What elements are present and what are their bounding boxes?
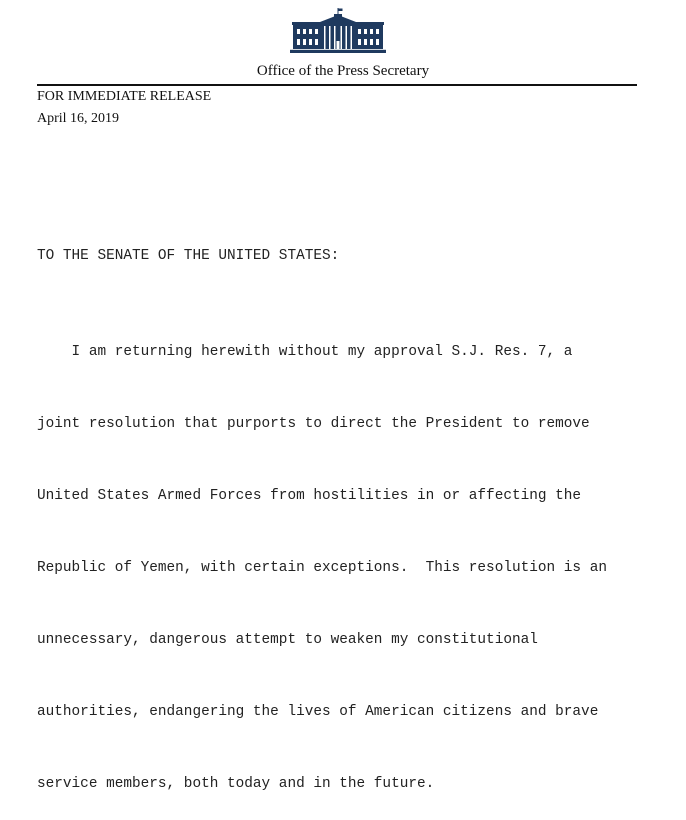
office-title: Office of the Press Secretary <box>256 63 430 79</box>
release-date: April 16, 2019 <box>37 111 120 126</box>
letter-body <box>37 196 677 820</box>
letter-line: I am returning herewith without my approval S.J. Res. 7, a <box>37 344 573 360</box>
header-divider <box>37 84 637 86</box>
letter-line: joint resolution that purports to direct the President to remove <box>37 416 590 432</box>
letter-line: authorities, endangering the lives of American citizens and brave <box>37 704 599 720</box>
salutation: TO THE SENATE OF THE UNITED STATES: <box>37 248 340 264</box>
letter-line: Republic of Yemen, with certain exceptions. This resolution is an <box>37 560 607 576</box>
release-label: FOR IMMEDIATE RELEASE <box>37 89 212 104</box>
letter-line: United States Armed Forces from hostilities in or affecting the <box>37 488 582 504</box>
white-house-icon <box>290 8 386 54</box>
letter-line: service members, both today and in the future. <box>37 776 435 792</box>
letter-line: unnecessary, dangerous attempt to weaken my constitutional <box>37 632 538 648</box>
